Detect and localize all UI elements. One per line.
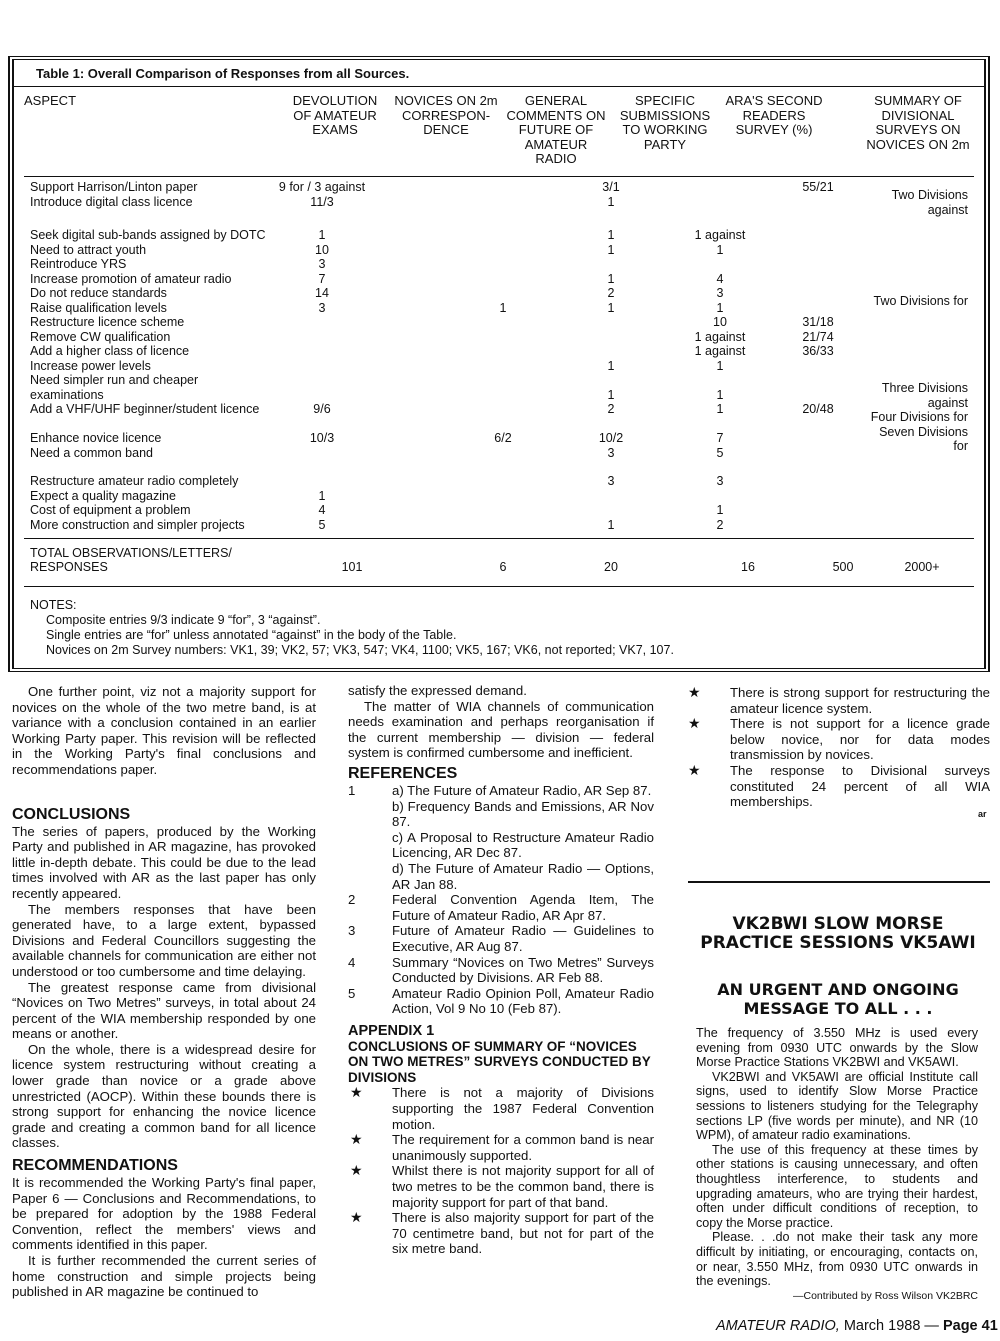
general-comments-cell: 1 <box>607 195 615 209</box>
paragraph: satisfy the expressed demand. <box>348 683 527 698</box>
reference-number: 1 <box>348 782 356 798</box>
table-row <box>30 286 980 301</box>
aspect-cell: Add a higher class of licence <box>30 344 190 358</box>
issue-date: March 1988 — <box>839 1318 943 1334</box>
table-row <box>30 257 980 272</box>
star-icon: ★ <box>688 715 701 732</box>
submissions-cell: 3 <box>716 286 724 300</box>
general-comments-cell: 1 <box>607 518 615 532</box>
aspect-cell: Enhance novice licence <box>30 431 162 445</box>
general-comments-cell: 3 <box>607 474 615 488</box>
aspect-cell: Need to attract youth <box>30 243 147 257</box>
reference-item <box>348 783 654 799</box>
submissions-cell: 1 <box>716 402 724 416</box>
appendix-list <box>348 1085 654 1257</box>
devolution-cell: 9 for / 3 against <box>278 180 366 194</box>
star-item <box>348 1132 654 1163</box>
table-total-row <box>30 560 980 575</box>
devolution-cell: 10 <box>315 243 329 257</box>
star-icon: ★ <box>688 761 701 778</box>
devolution-cell: 1 <box>318 489 326 503</box>
general-comments-cell: 1 <box>607 228 615 242</box>
submissions-cell: 7 <box>716 431 724 445</box>
reference-item <box>348 799 654 830</box>
paragraph: The matter of WIA channels of communication needs examination and perhaps reorganisation if the current membership — division — federal system is confirmed cumbersome and inefficient. <box>348 698 654 761</box>
references-list <box>348 783 654 1017</box>
divider <box>688 881 990 883</box>
reference-item <box>348 986 654 1017</box>
star-item <box>686 716 990 763</box>
table-row <box>30 272 980 287</box>
aspect-cell: More construction and simpler projects <box>30 518 245 532</box>
aspect-cell: Support Harrison/Linton paper <box>30 180 198 194</box>
devolution-cell: 14 <box>315 286 329 300</box>
devolution-cell: 5 <box>318 518 326 532</box>
total-value: 16 <box>741 560 755 574</box>
magazine-name: AMATEUR RADIO, <box>716 1318 840 1334</box>
header-aspect: ASPECT <box>24 93 77 108</box>
general-comments-cell: 1 <box>607 272 615 286</box>
paragraph: The use of this frequency at these times by other stations is causing unnecessary, and often thoughtless interference, to students and upgrading amateurs, who are trying their hardest, often under difficult conditions of reception, to copy the Morse practice. <box>696 1142 978 1230</box>
ara-survey-cell: 20/48 <box>802 402 834 416</box>
submissions-cell: 1 against <box>694 344 746 358</box>
paragraph: The members responses that have been generated have, to a large extent, bypassed Divisions and Federal Councillors suggesting the available channels for communication are either not understood or too cumbersome and time delaying. <box>12 901 316 979</box>
general-comments-cell: 1 <box>607 388 615 402</box>
aspect-cell: Remove CW qualification <box>30 330 171 344</box>
table-row <box>30 301 980 316</box>
ara-survey-cell: 31/18 <box>802 315 834 329</box>
page-footer <box>716 1318 998 1334</box>
aspect-cell: Need a common band <box>30 446 153 460</box>
general-comments-cell: 1 <box>607 359 615 373</box>
reference-item <box>348 923 654 954</box>
devolution-cell: 7 <box>318 272 326 286</box>
submissions-cell: 1 against <box>694 330 746 344</box>
star-item-text: There is strong support for restructuring the amateur licence system. <box>730 685 990 716</box>
devolution-cell: 1 <box>318 228 326 242</box>
paragraph: The frequency of 3.550 MHz is used every evening from 0930 UTC onwards by the Slow Morse Practice Stations VK2BWI and VK5AWI. <box>696 1026 978 1070</box>
table-row <box>30 431 980 446</box>
table-row <box>30 446 980 461</box>
submissions-cell: 1 against <box>694 228 746 242</box>
total-value: 6 <box>499 560 507 574</box>
aspect-cell: Cost of equipment a problem <box>30 503 191 517</box>
total-value: 20 <box>604 560 618 574</box>
section-heading-conclusions: CONCLUSIONS <box>12 805 131 823</box>
submissions-cell: 1 <box>716 388 724 402</box>
section-heading-references: REFERENCES <box>348 764 458 782</box>
paragraph: The series of papers, produced by the Working Party and published in AR magazine, has provoked little in-depth debate. This could be due to the lead times involved with AR as the last paper has only recently appeared. <box>12 823 316 901</box>
header-devolution: DEVOLUTION OF AMATEUR EXAMS <box>292 93 378 137</box>
star-item-text: There is not a majority of Divisions supporting the 1987 Federal Convention motion. <box>392 1085 654 1132</box>
header-general-comments: GENERAL COMMENTS ON FUTURE OF AMATEUR RADIO <box>506 93 606 166</box>
star-icon: ★ <box>688 684 701 700</box>
devolution-cell: 3 <box>318 301 326 315</box>
general-comments-cell: 2 <box>607 286 615 300</box>
star-item-text: There is not support for a licence grade below novice, nor for data modes transmission by novices. <box>730 716 990 763</box>
submissions-cell: 5 <box>716 446 724 460</box>
paragraph: It is further recommended the current series of home construction and simple projects being published in AR magazine be continued to <box>12 1253 316 1300</box>
reference-text: d) The Future of Amateur Radio — Options, AR Jan 88. <box>392 860 654 892</box>
star-icon: ★ <box>350 1084 363 1101</box>
submissions-cell: 2 <box>716 518 724 532</box>
total-label: RESPONSES <box>30 560 108 574</box>
star-item <box>348 1085 654 1132</box>
header-novices-correspondence: NOVICES ON 2m CORRESPON- DENCE <box>394 93 498 137</box>
aspect-cell: examinations <box>30 388 104 402</box>
appendix-subheading: CONCLUSIONS OF SUMMARY OF “NOVICES ON TWO METRES” SURVEYS CONDUCTED BY DIVISIONS <box>348 1038 651 1085</box>
general-comments-cell: 10/2 <box>598 431 624 445</box>
table-notes-heading: NOTES: <box>30 598 77 612</box>
aspect-cell: Add a VHF/UHF beginner/student licence <box>30 402 260 416</box>
table-row <box>30 359 980 374</box>
table-row <box>30 330 980 345</box>
table-total-row <box>30 546 980 561</box>
divider <box>24 176 974 177</box>
star-item <box>348 1210 654 1257</box>
star-item-text: There is also majority support for part of the 70 centimetre band, but not for part of the six metre band. <box>392 1210 654 1257</box>
table-row <box>30 474 980 489</box>
paragraph: Please. . .do not make their task any more difficult by initiating, or encouraging, contacts on, or near, 3.550 MHz, from 0930 UTC onwards in the evenings. <box>696 1230 978 1289</box>
table-row <box>30 518 980 533</box>
aspect-cell: Increase power levels <box>30 359 151 373</box>
star-item <box>348 1163 654 1210</box>
aspect-cell: Reintroduce YRS <box>30 257 127 271</box>
header-ara-survey: ARA'S SECOND READERS SURVEY (%) <box>725 93 823 137</box>
ara-survey-cell: 55/21 <box>802 180 834 194</box>
paragraph: VK2BWI and VK5AWI are official Institute call signs, used to identify Slow Morse Practice sessions to listeners studying for the Telegraphy sections LP (five words per minute), and NR (10 WPM), of amateur radio examinations. <box>696 1069 978 1143</box>
correspondence-cell: 1 <box>499 301 507 315</box>
reference-item <box>348 955 654 986</box>
table-row <box>30 503 980 518</box>
divider <box>14 86 986 87</box>
reference-number: 2 <box>348 892 356 908</box>
divider <box>24 538 974 539</box>
appendix-list-continued <box>686 685 990 810</box>
column-3 <box>686 685 990 810</box>
table-row <box>30 195 980 210</box>
aspect-cell: Expect a quality magazine <box>30 489 176 503</box>
reference-number: 5 <box>348 985 356 1001</box>
reference-item <box>348 892 654 923</box>
star-icon: ★ <box>350 1209 363 1226</box>
star-icon: ★ <box>350 1131 363 1148</box>
aspect-cell: Restructure amateur radio completely <box>30 474 239 488</box>
section-heading-recommendations: RECOMMENDATIONS <box>12 1157 178 1175</box>
table-row <box>30 344 980 359</box>
star-item-text: The requirement for a common band is near unanimously supported. <box>392 1132 654 1163</box>
table-note: Single entries are “for” unless annotated “against” in the body of the Table. <box>46 628 457 642</box>
paragraph: The greatest response came from divisional “Novices on Two Metres” surveys, in total about 24 percent of the WIA membership responded by one means or another. <box>12 979 316 1042</box>
column-2 <box>348 683 654 1257</box>
signature: —Contributed by Ross Wilson VK2BRC <box>793 1289 978 1302</box>
general-comments-cell: 3 <box>607 446 615 460</box>
table-row <box>30 243 980 258</box>
star-item <box>686 763 990 810</box>
column-1 <box>12 684 316 1300</box>
devolution-cell: 3 <box>318 257 326 271</box>
reference-text: b) Frequency Bands and Emissions, AR Nov 87. <box>392 798 654 830</box>
general-comments-cell: 1 <box>607 301 615 315</box>
reference-text: c) A Proposal to Restructure Amateur Radio Licencing, AR Dec 87. <box>392 829 654 861</box>
submissions-cell: 1 <box>716 301 724 315</box>
paragraph: One further point, viz not a majority support for novices on the whole of the two metre band, is at variance with a conclusion contained in an earlier Working Party paper. This revision will be reflected in the Working Party's final conclusions and recommendations paper. <box>12 684 316 777</box>
table-note: Novices on 2m Survey numbers: VK1, 39; VK2, 57; VK3, 547; VK4, 1100; VK5, 167; VK6, not reported; VK7, 107. <box>46 643 674 657</box>
table-title: Table 1: Overall Comparison of Responses from all Sources. <box>36 66 410 81</box>
ara-survey-cell: 21/74 <box>802 330 834 344</box>
morse-article <box>696 1026 978 1303</box>
table-row <box>30 402 980 417</box>
section-heading-appendix: APPENDIX 1 <box>348 1022 435 1039</box>
star-icon: ★ <box>350 1162 363 1179</box>
aspect-cell: Seek digital sub-bands assigned by DOTC <box>30 228 266 242</box>
general-comments-cell: 3/1 <box>602 180 620 194</box>
reference-text: Future of Amateur Radio — Guidelines to Executive, AR Aug 87. <box>392 923 654 954</box>
total-value: 500 <box>832 560 854 574</box>
table-note: Composite entries 9/3 indicate 9 “for”, 3 “against”. <box>46 613 321 627</box>
aspect-cell: Need simpler run and cheaper <box>30 373 199 387</box>
reference-number: 4 <box>348 954 356 970</box>
general-comments-cell: 2 <box>607 402 615 416</box>
submissions-cell: 3 <box>716 474 724 488</box>
summary-note: Two Divisions against <box>891 188 968 217</box>
devolution-cell: 9/6 <box>313 402 331 416</box>
table-row <box>30 388 980 403</box>
submissions-cell: 10 <box>713 315 727 329</box>
reference-text: Amateur Radio Opinion Poll, Amateur Radio Action, Vol 9 No 10 (Feb 87). <box>392 985 654 1017</box>
aspect-cell: Raise qualification levels <box>30 301 167 315</box>
table-row <box>30 180 980 195</box>
header-divisional-summary: SUMMARY OF DIVISIONAL SURVEYS ON NOVICES ON 2m <box>866 93 970 152</box>
submissions-cell: 4 <box>716 272 724 286</box>
morse-headline: VK2BWI SLOW MORSE PRACTICE SESSIONS VK5AWI <box>700 914 976 953</box>
total-label: TOTAL OBSERVATIONS/LETTERS/ <box>30 546 232 560</box>
paragraph: It is recommended the Working Party's final paper, Paper 6 — Conclusions and Recommendations, to be prepared for adoption by the 1988 Federal Convention, reflect the members' views and comments identified in this paper. <box>12 1175 316 1253</box>
divider <box>24 586 974 587</box>
table-row <box>30 373 980 388</box>
submissions-cell: 1 <box>716 359 724 373</box>
morse-subheadline: AN URGENT AND ONGOING MESSAGE TO ALL . . . <box>717 980 959 1018</box>
correspondence-cell: 6/2 <box>494 431 512 445</box>
star-item <box>686 685 990 716</box>
aspect-cell: Increase promotion of amateur radio <box>30 272 232 286</box>
submissions-cell: 1 <box>716 503 724 517</box>
aspect-cell: Restructure licence scheme <box>30 315 185 329</box>
aspect-cell: Do not reduce standards <box>30 286 167 300</box>
summary-note: Three Divisions against Four Divisions for Seven Divisions for <box>870 381 968 453</box>
total-value: 2000+ <box>904 560 940 574</box>
submissions-cell: 1 <box>716 243 724 257</box>
reference-text: Summary “Novices on Two Metres” Surveys Conducted by Divisions. AR Feb 88. <box>392 954 654 986</box>
devolution-cell: 4 <box>318 503 326 517</box>
aspect-cell: Introduce digital class licence <box>30 195 193 209</box>
devolution-cell: 11/3 <box>310 195 334 209</box>
reference-text: a) The Future of Amateur Radio, AR Sep 87. <box>392 782 652 798</box>
star-item-text: Whilst there is not majority support for all of two metres to be the common band, there is majority support for part of that band. <box>392 1163 654 1210</box>
table-row <box>30 228 980 243</box>
reference-number: 3 <box>348 923 356 939</box>
ara-survey-cell: 36/33 <box>802 344 834 358</box>
devolution-cell: 10/3 <box>309 431 335 445</box>
paragraph: On the whole, there is a widespread desire for licence system restructuring without creating a lower grade than novice or a grade above unrestricted (AOCP). Within these bounds there is strong support for enhancing the novice licence grade and creating a common band for all licence classes. <box>12 1041 316 1151</box>
reference-item <box>348 830 654 861</box>
header-specific-submissions: SPECIFIC SUBMISSIONS TO WORKING PARTY <box>619 93 711 152</box>
reference-text: Federal Convention Agenda Item, The Future of Amateur Radio, AR Apr 87. <box>392 892 654 923</box>
table-row <box>30 315 980 330</box>
star-item-text: The response to Divisional surveys constituted 24 percent of all WIA memberships. <box>730 762 990 810</box>
general-comments-cell: 1 <box>607 243 615 257</box>
page-number: Page 41 <box>942 1318 998 1334</box>
summary-note: Two Divisions for <box>873 294 968 308</box>
table-row <box>30 489 980 504</box>
end-mark: ar <box>978 809 987 819</box>
reference-item <box>348 861 654 892</box>
total-value: 101 <box>341 560 363 574</box>
